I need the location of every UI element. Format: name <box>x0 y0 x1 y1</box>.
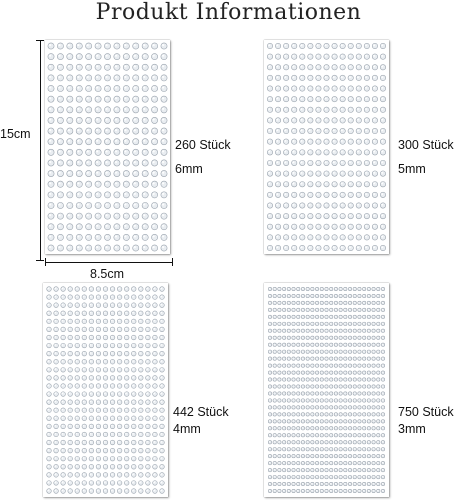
sheet-size-label: 6mm <box>175 162 203 176</box>
rhinestone-grid <box>264 40 389 254</box>
sheet-size-label: 4mm <box>173 422 201 436</box>
height-label: 15cm <box>0 127 31 141</box>
rhinestone-grid <box>45 40 170 254</box>
sheet-count-label: 750 Stück <box>398 405 454 419</box>
rhinestone-grid <box>43 283 168 497</box>
sheet-size-label: 3mm <box>398 422 426 436</box>
sheet-size-label: 5mm <box>398 162 426 176</box>
sheet-count-label: 442 Stück <box>173 405 229 419</box>
page-title: Produkt Informationen <box>95 0 362 25</box>
rhinestone-sheet-4mm <box>43 283 168 497</box>
rhinestone-grid <box>264 283 389 497</box>
width-label: 8.5cm <box>90 267 125 281</box>
rhinestone-sheet-6mm <box>45 40 170 254</box>
rhinestone-sheet-5mm <box>264 40 389 254</box>
rhinestone-sheet-3mm <box>264 283 389 497</box>
sheet-count-label: 260 Stück <box>175 138 231 152</box>
sheet-count-label: 300 Stück <box>398 138 454 152</box>
